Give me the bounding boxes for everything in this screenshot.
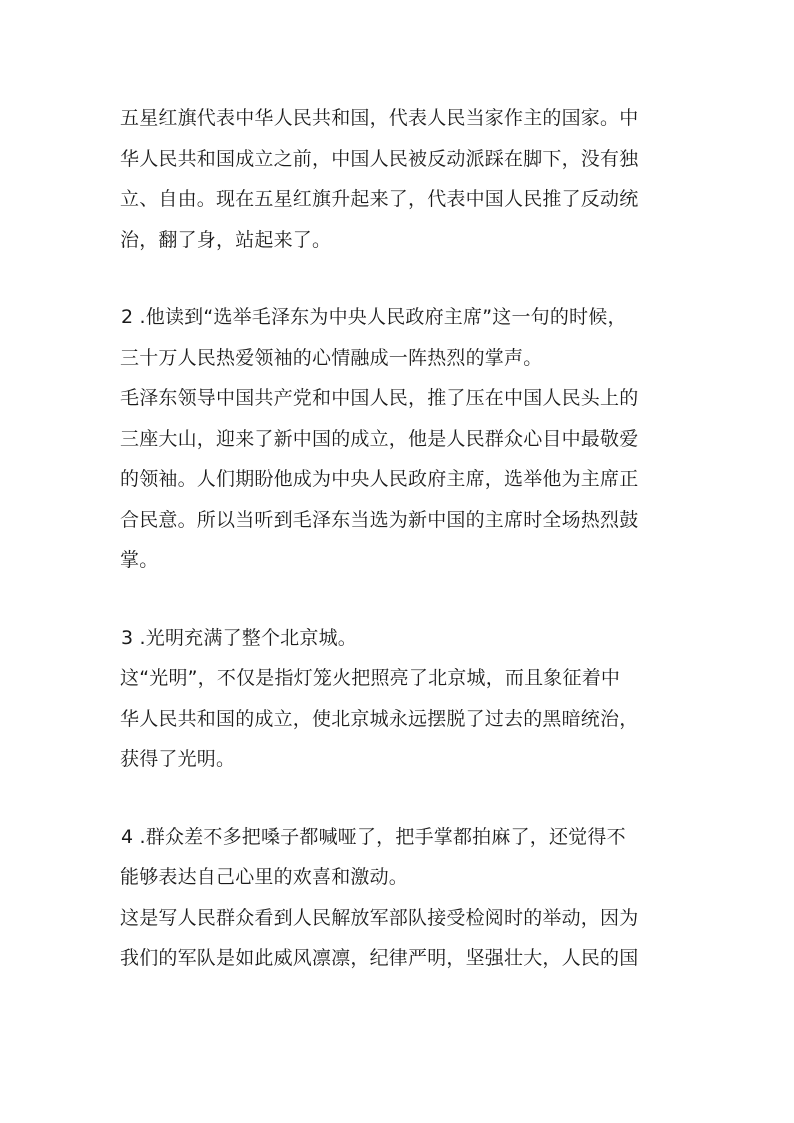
answer-line: 的领袖。人们期盼他成为中央人民政府主席，选举他为主席正 bbox=[120, 468, 639, 490]
question-line: 3 .光明充满了整个北京城。 bbox=[121, 626, 357, 649]
answer-line: 获得了光明。 bbox=[120, 748, 236, 770]
answer-line: 这是写人民群众看到人民解放军部队接受检阅时的举动，因为 bbox=[120, 906, 639, 929]
answer-line: 掌。 bbox=[120, 549, 159, 571]
question-3-section bbox=[120, 618, 680, 780]
answer-line: 三座大山，迎来了新中国的成立，他是人民群众心目中最敬爱 bbox=[120, 427, 639, 450]
question-4-section bbox=[120, 817, 680, 979]
question-line: 能够表达自己心里的欢喜和激动。 bbox=[120, 866, 409, 888]
question-2-section bbox=[120, 297, 680, 581]
answer-line: 毛泽东领导中国共产党和中国人民，推了压在中国人民头上的 bbox=[120, 387, 639, 409]
paragraph-spacer bbox=[120, 581, 680, 618]
paragraph-spacer bbox=[120, 780, 680, 817]
answer-line: 合民意。所以当听到毛泽东当选为新中国的主席时全场热烈鼓 bbox=[120, 508, 639, 531]
text-line: 五星红旗代表中华人民共和国，代表人民当家作主的国家。中 bbox=[120, 107, 639, 129]
paragraph-spacer bbox=[120, 260, 680, 297]
answer-line: 我们的军队是如此威风凛凛，纪律严明，坚强壮大，人民的国 bbox=[120, 947, 639, 969]
question-line: 2 .他读到“选举毛泽东为中央人民政府主席”这一句的时候， bbox=[121, 306, 627, 328]
question-line: 4 .群众差不多把嗓子都喊哑了，把手掌都拍麻了，还觉得不 bbox=[121, 825, 626, 848]
answer-line: 这“光明”，不仅是指灯笼火把照亮了北京城，而且象征着中 bbox=[120, 667, 621, 689]
document-body bbox=[120, 98, 680, 979]
answer-line: 华人民共和国的成立，使北京城永远摆脱了过去的黑暗统治， bbox=[120, 707, 639, 730]
text-line: 治，翻了身，站起来了。 bbox=[120, 228, 332, 251]
text-line: 立、自由。现在五星红旗升起来了，代表中国人民推了反动统 bbox=[120, 188, 639, 210]
question-line: 三十万人民热爱领袖的心情融成一阵热烈的掌声。 bbox=[120, 346, 543, 369]
text-line: 华人民共和国成立之前，中国人民被反动派踩在脚下，没有独 bbox=[120, 147, 639, 170]
intro-paragraph bbox=[120, 98, 680, 260]
